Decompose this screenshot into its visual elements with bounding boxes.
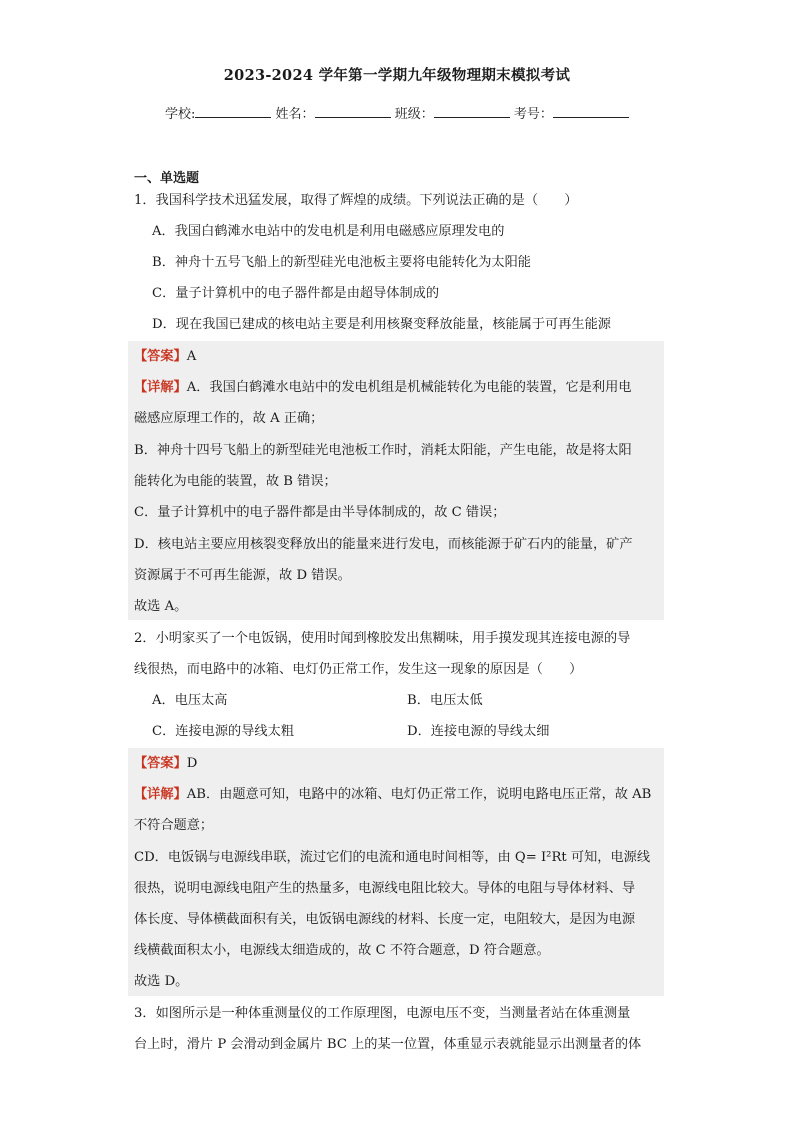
number-label: 考号： [513,107,553,122]
q1-detail-line: 故选 A。 [134,599,188,614]
q2-stem-line: 线很热，而电路中的冰箱、电灯仍正常工作，发生这一现象的原因是（ ） [134,662,583,677]
q1-option-d: D．现在我国已建成的核电站主要是利用核聚变释放能量，核能属于可再生能源 [152,317,611,332]
q1-detail-line: 【详解】A．我国白鹤滩水电站中的发电机组是机械能转化为电能的装置，它是利用电 [134,380,632,395]
detail-tag: 【详解】 [134,380,187,395]
q2-detail-line: 故选 D。 [134,974,189,989]
q1-answer [134,347,664,367]
q2-detail-line: 【详解】AB．由题意可知，电路中的冰箱、电灯仍正常工作，说明电路电压正常，故 AB [134,787,652,802]
class-label: 班级： [394,107,434,122]
exam-title: 2023-2024 学年第一学期九年级物理期末模拟考试 [223,67,571,84]
q1-option-a: A．我国白鹤滩水电站中的发电机是利用电磁感应原理发电的 [152,224,505,239]
number-field[interactable] [553,103,629,118]
q3-stem-line: 台上时，滑片 P 会滑动到金属片 BC 上的某一位置，体重显示表就能显示出测量者的体 [134,1037,642,1052]
q2-option-b: B．电压太低 [407,693,483,708]
q2-stem-line: 2．小明家买了一个电饭锅，使用时闻到橡胶发出焦糊味，用手摸发现其连接电源的导 [134,631,631,646]
q2-detail-line: 线横截面积太小，电源线太细造成的，故 C 不符合题意，D 符合题意。 [134,943,550,958]
answer-tag: 【答案】 [134,756,187,771]
q1-stem: 1．我国科学技术迅猛发展，取得了辉煌的成绩。下列说法正确的是（ ） [134,193,578,208]
section-title: 一、单选题 [134,171,200,186]
name-field[interactable] [315,103,391,118]
q1-detail-line: 能转化为电能的装置，故 B 错误； [134,474,337,489]
q2-answer [134,754,664,774]
student-info-row [165,103,629,122]
school-field[interactable] [195,103,271,118]
q1-detail-line: B．神舟十四号飞船上的新型硅光电池板工作时，消耗太阳能，产生电能，故是将太阳 [134,443,632,458]
answer-value: A [186,349,197,364]
q2-detail-line: 很热，说明电源线电阻产生的热量多，电源线电阻比较大。导体的电阻与导体材料、导 [134,881,636,896]
q1-option-b: B．神舟十五号飞船上的新型硅光电池板主要将电能转化为太阳能 [152,255,531,270]
q2-detail-line: 不符合题意； [134,818,214,833]
q1-detail-line: 磁感应原理工作的，故 A 正确； [134,411,324,426]
q1-detail-line: D．核电站主要应用核裂变释放出的能量来进行发电，而核能源于矿石内的能量，矿产 [134,537,633,552]
name-label: 姓名： [275,107,315,122]
q2-option-a: A．电压太高 [152,693,228,708]
q1-option-c: C．量子计算机中的电子器件都是由超导体制成的 [152,286,440,301]
answer-tag: 【答案】 [134,349,187,364]
detail-tag: 【详解】 [134,787,187,802]
q2-option-c: C．连接电源的导线太粗 [152,724,294,739]
q2-detail-line: 体长度、导体横截面积有关，电饭锅电源线的材料、长度一定，电阻较大，是因为电源 [134,912,636,927]
q3-stem-line: 3．如图所示是一种体重测量仪的工作原理图，电源电压不变，当测量者站在体重测量 [134,1006,631,1021]
q2-detail-line: CD．电饭锅与电源线串联，流过它们的电流和通电时间相等，由 Q= I²Rt 可知，电源线 [134,850,651,865]
answer-value: D [186,756,198,771]
school-label: 学校: [165,107,196,122]
class-field[interactable] [434,103,510,118]
q2-option-d: D．连接电源的导线太细 [407,724,550,739]
q1-detail-line: 资源属于不可再生能源，故 D 错误。 [134,568,351,583]
q1-detail-line: C．量子计算机中的电子器件都是由半导体制成的，故 C 错误； [134,505,506,520]
